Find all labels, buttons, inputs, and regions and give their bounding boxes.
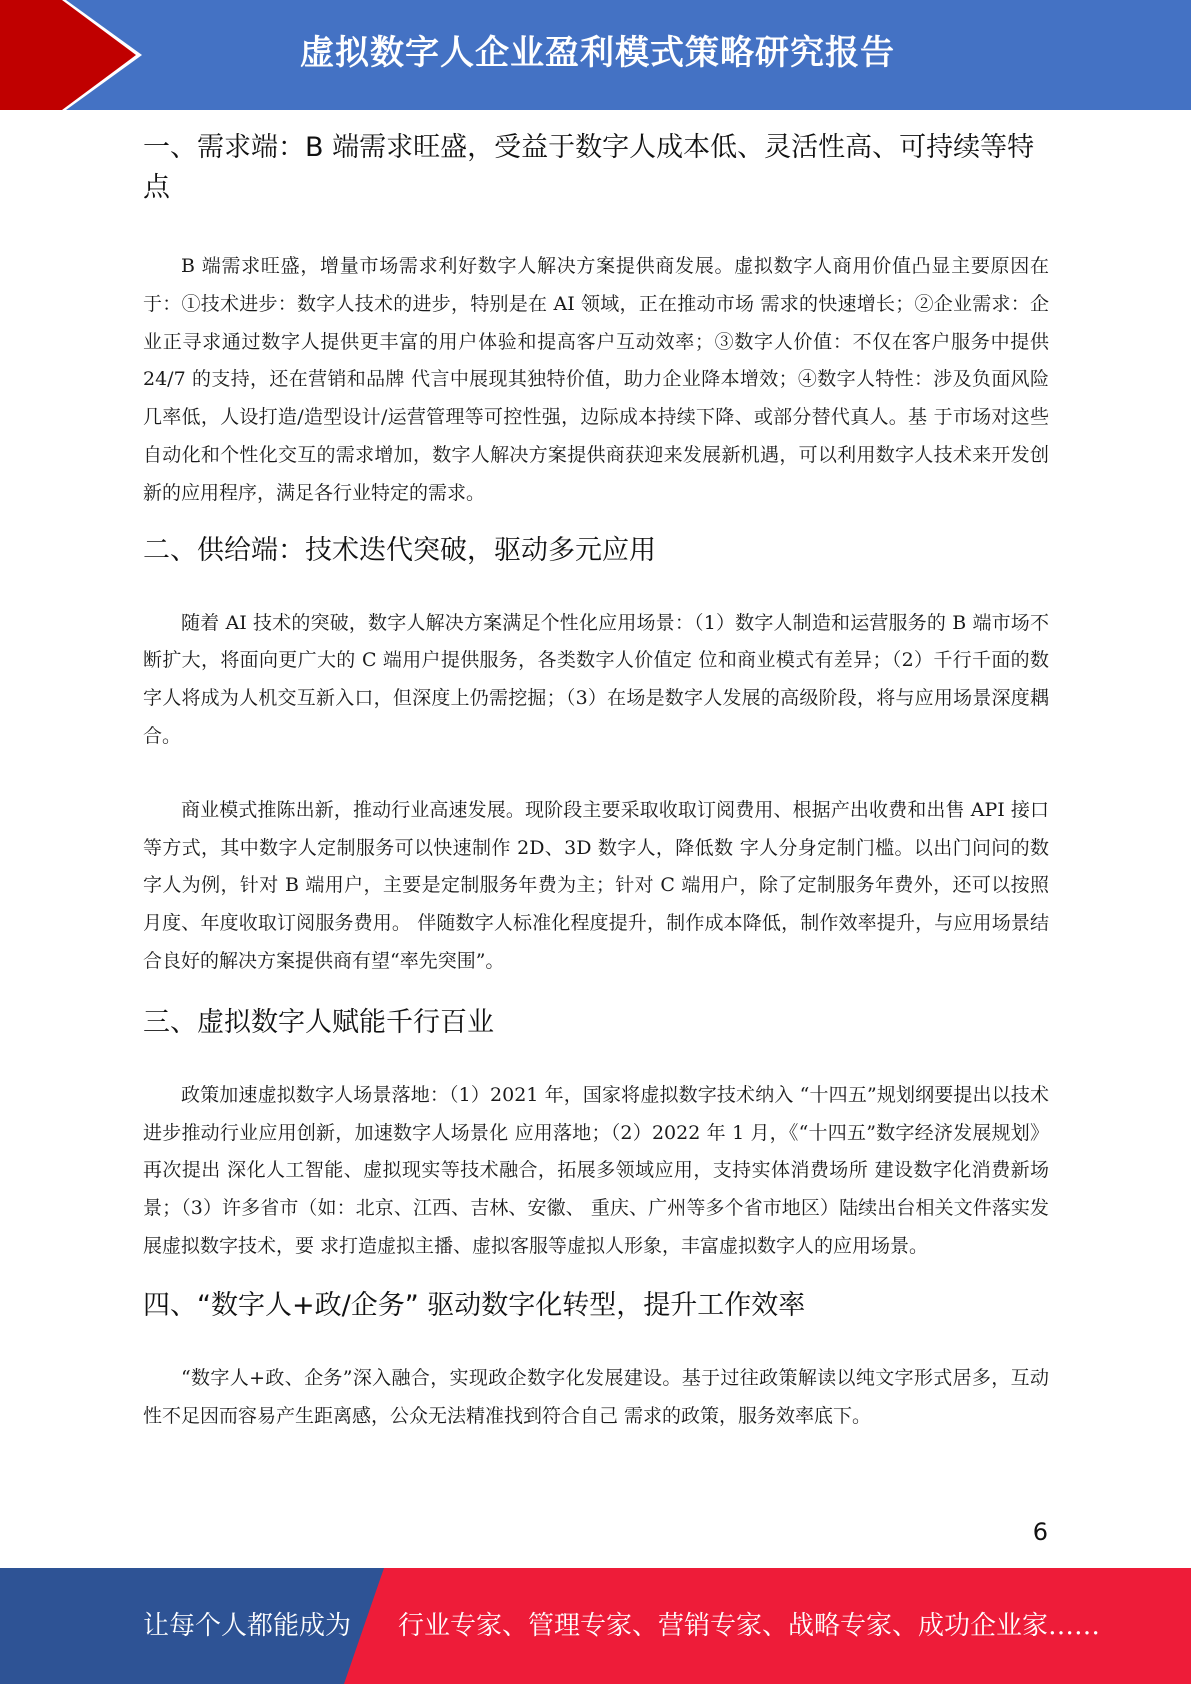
paragraph-supply-tech: 随着 AI 技术的突破，数字人解决方案满足个性化应用场景：（1）数字人制造和运营服务的 B 端市场不断扩大，将面向更广大的 C 端用户提供服务，各类数字人价值定 位和商业模式有差异；（2）千行千面的数字人将成为人机交互新入口，但深度上仍需挖掘；（3）在场是数字人发展的高级阶段，将与应用场景深度耦合。 (143, 611, 1049, 747)
footer-slogan-right: 行业专家、管理专家、营销专家、战略专家、成功企业家…… (398, 1611, 1101, 1641)
document-title: 虚拟数字人企业盈利模式策略研究报告 (300, 33, 895, 73)
page-number: 6 (1032, 1518, 1048, 1546)
header-banner (0, 0, 1191, 110)
document-body (143, 128, 1049, 1435)
paragraph-government: “数字人+政、企务”深入融合，实现政企数字化发展建设。基于过往政策解读以纯文字形式居多，互动性不足因而容易产生距离感，公众无法精准找到符合自己 需求的政策，服务效率底下。 (143, 1366, 1049, 1427)
footer-slogan-left: 让每个人都能成为 (143, 1611, 352, 1641)
section-heading-demand: 一、需求端：B 端需求旺盛，受益于数字人成本低、灵活性高、可持续等特点 (143, 132, 1035, 203)
paragraph-policy: 政策加速虚拟数字人场景落地：（1）2021 年，国家将虚拟数字技术纳入 “十四五”规划纲要提出以技术进步推动行业应用创新，加速数字人场景化 应用落地；（2）2022 年 1 月，《“十四五”数字经济发展规划》再次提出 深化人工智能、虚拟现实等技术融合，拓展多领域应用，支持实体消费场所 建设数字化消费新场景；（3）许多省市（如：北京、江西、吉林、安徽、 重庆、广州等多个省市地区）陆续出台相关文件落实发展虚拟数字技术，要 求打造虚拟主播、虚拟客服等虚拟人形象，丰富虚拟数字人的应用场景。 (143, 1083, 1049, 1257)
section-heading-industries: 三、虚拟数字人赋能千行百业 (143, 1006, 494, 1038)
footer-banner (0, 1568, 1191, 1684)
paragraph-supply-business-model: 商业模式推陈出新，推动行业高速发展。现阶段主要采取收取订阅费用、根据产出收费和出售 API 接口等方式，其中数字人定制服务可以快速制作 2D、3D 数字人，降低数 字人分身定制门槛。以出门问问的数字人为例，针对 B 端用户，主要是定制服务年费为主；针对 C 端用户，除了定制服务年费外，还可以按照月度、年度收取订阅服务费用。 伴随数字人标准化程度提升，制作成本降低，制作效率提升，与应用场景结合良好的解决方案提供商有望“率先突围”。 (143, 798, 1049, 972)
section-heading-supply: 二、供给端：技术迭代突破，驱动多元应用 (143, 534, 656, 566)
paragraph-demand: B 端需求旺盛，增量市场需求利好数字人解决方案提供商发展。虚拟数字人商用价值凸显主要原因在于：①技术进步：数字人技术的进步，特别是在 AI 领域，正在推动市场 需求的快速增长；②企业需求：企业正寻求通过数字人提供更丰富的用户体验和提高客户互动效率；③数字人价值：不仅在客户服务中提供 24/7 的支持，还在营销和品牌 代言中展现其独特价值，助力企业降本增效；④数字人特性：涉及负面风险几率低，人设打造/造型设计/运营管理等可控性强，边际成本持续下降、或部分替代真人。基 于市场对这些自动化和个性化交互的需求增加，数字人解决方案提供商获迎来发展新机遇，可以利用数字人技术来开发创新的应用程序，满足各行业特定的需求。 (143, 255, 1049, 504)
section-heading-government: 四、“数字人+政/企务” 驱动数字化转型，提升工作效率 (143, 1289, 806, 1321)
